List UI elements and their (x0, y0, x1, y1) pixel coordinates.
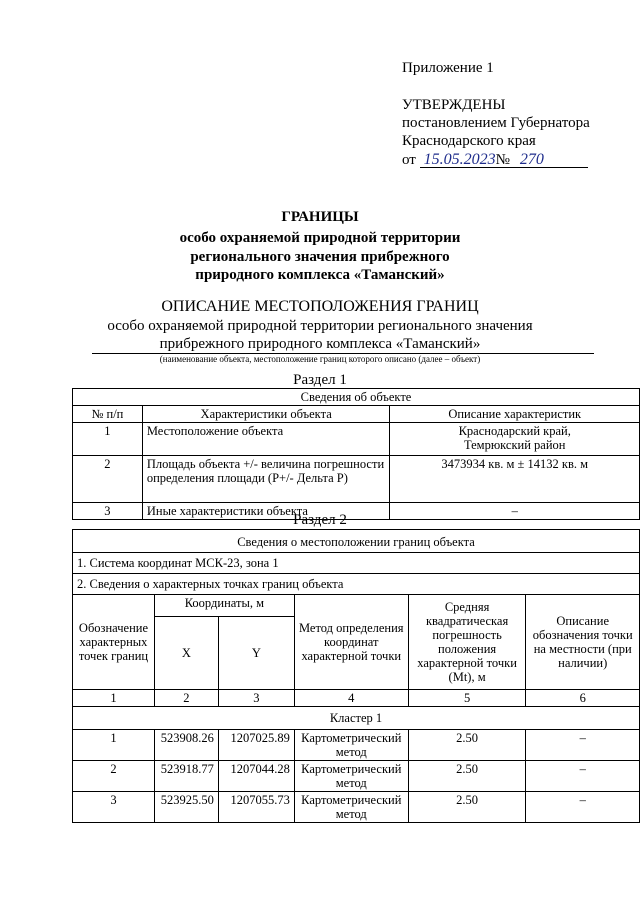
point-x: 523925.50 (154, 792, 218, 823)
row-value: 3473934 кв. м ± 14132 кв. м (390, 456, 640, 503)
col-number: 1 (73, 690, 155, 707)
col-coordinates-header: Координаты, м (154, 595, 294, 617)
title-line4: природного комплекса «Таманский» (195, 267, 445, 283)
point-method: Картометрический метод (294, 761, 408, 792)
point-number: 2 (73, 761, 155, 792)
point-method: Картометрический метод (294, 730, 408, 761)
points-header: 2. Сведения о характерных точках границ объекта (73, 574, 640, 595)
title-line1: ГРАНИЦЫ (281, 209, 359, 225)
coordinate-system: 1. Система координат МСК-23, зона 1 (73, 553, 640, 574)
col-number: 2 (154, 690, 218, 707)
description-line2: особо охраняемой природной территории регионального значения (107, 318, 533, 334)
approved-date-line (402, 150, 592, 170)
col-characteristic-header: Характеристики объекта (142, 406, 390, 423)
description-title: ОПИСАНИЕ МЕСТОПОЛОЖЕНИЯ ГРАНИЦ (161, 298, 479, 315)
row-value: – (390, 503, 640, 520)
row-characteristic: Местоположение объекта (142, 423, 390, 456)
table-row (73, 792, 640, 823)
table-row (73, 456, 640, 503)
point-x: 523908.26 (154, 730, 218, 761)
cluster-label: Кластер 1 (73, 707, 640, 730)
col-y-header: Y (218, 617, 294, 690)
point-method: Картометрический метод (294, 792, 408, 823)
row-number: 2 (73, 456, 143, 503)
section2-header: Сведения о местоположении границ объекта (73, 530, 640, 553)
col-marking-header: Описание обозначения точки на местности (при наличии) (526, 595, 640, 690)
col-number: 5 (408, 690, 526, 707)
title-line3: регионального значения прибрежного (190, 249, 450, 265)
point-y: 1207025.89 (218, 730, 294, 761)
approved-by-line2: Краснодарского края (402, 133, 536, 149)
point-y: 1207055.73 (218, 792, 294, 823)
appendix-label: Приложение 1 (402, 60, 494, 76)
from-label: от (402, 152, 416, 168)
col-x-header: X (154, 617, 218, 690)
boundary-points-table (72, 529, 640, 823)
table-row (73, 423, 640, 456)
title-line2: особо охраняемой природной территории (179, 230, 461, 246)
column-numbers-row (73, 690, 640, 707)
col-number-header: № п/п (73, 406, 143, 423)
signature-underline (420, 167, 588, 168)
row-number: 3 (73, 503, 143, 520)
description-line3: прибрежного природного комплекса «Таманский» (159, 336, 481, 352)
point-marking: – (526, 730, 640, 761)
point-accuracy: 2.50 (408, 761, 526, 792)
point-x: 523918.77 (154, 761, 218, 792)
col-number: 3 (218, 690, 294, 707)
table-row (73, 761, 640, 792)
point-marking: – (526, 792, 640, 823)
col-number: 6 (526, 690, 640, 707)
table-row (73, 730, 640, 761)
object-info-table (72, 388, 640, 520)
row-characteristic: Площадь объекта +/- величина погрешности определения площади (P+/- Дельта P) (142, 456, 390, 503)
col-designation-header: Обозначение характерных точек границ (73, 595, 155, 690)
section1-title: Раздел 1 (293, 372, 347, 388)
row-characteristic: Иные характеристики объекта (142, 503, 390, 520)
col-number: 4 (294, 690, 408, 707)
col-description-header: Описание характеристик (390, 406, 640, 423)
row-value: Краснодарский край, Темрюкский район (390, 423, 640, 456)
col-accuracy-header: Средняя квадратическая погрешность положения характерной точки (Mt), м (408, 595, 526, 690)
approved-label: УТВЕРЖДЕНЫ (402, 97, 506, 113)
point-accuracy: 2.50 (408, 730, 526, 761)
point-number: 3 (73, 792, 155, 823)
approved-by-line1: постановлением Губернатора (402, 115, 590, 131)
point-accuracy: 2.50 (408, 792, 526, 823)
point-marking: – (526, 761, 640, 792)
handwritten-date: 15.05.2023 (423, 151, 496, 168)
col-method-header: Метод определения координат характерной точки (294, 595, 408, 690)
section1-header: Сведения об объекте (73, 389, 640, 406)
point-number: 1 (73, 730, 155, 761)
row-number: 1 (73, 423, 143, 456)
number-sign: № (495, 152, 510, 168)
section2-title: Раздел 2 (293, 512, 347, 528)
description-note: (наименование объекта, местоположение границ которого описано (далее – объект) (159, 354, 481, 364)
point-y: 1207044.28 (218, 761, 294, 792)
handwritten-number: 270 (519, 151, 544, 168)
